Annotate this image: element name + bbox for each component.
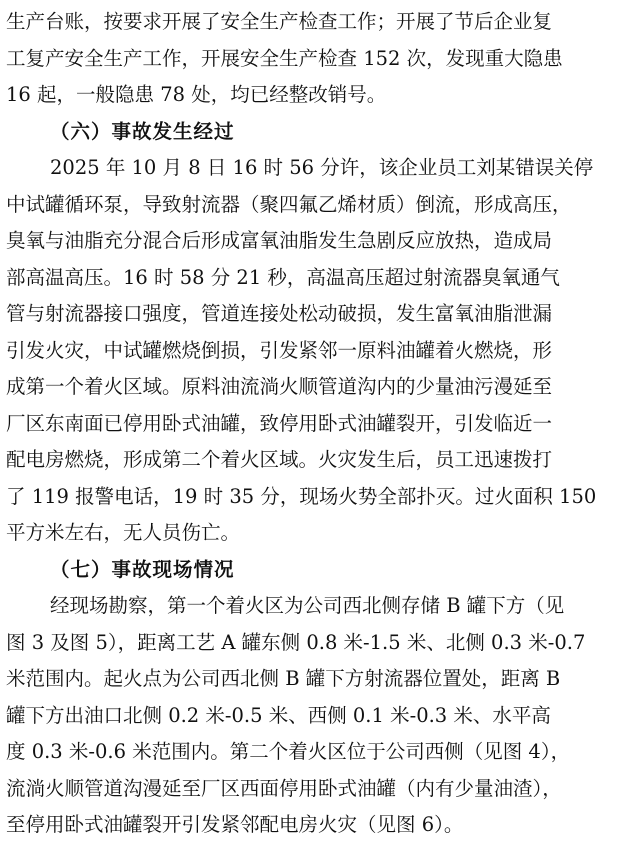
text-line: 厂区东南面已停用卧式油罐，致停用卧式油罐裂开，引发临近一 bbox=[6, 411, 553, 435]
paragraph-safety-inspection bbox=[6, 4, 604, 114]
text-line: 工复产安全生产工作，开展安全生产检查 152 次，发现重大隐患 bbox=[6, 46, 563, 70]
section-heading-accident-scene: （七）事故现场情况 bbox=[50, 557, 235, 581]
text-line: 平方米左右，无人员伤亡。 bbox=[6, 521, 241, 544]
text-line: 罐下方出油口北侧 0.2 米-0.5 米、西侧 0.1 米-0.3 米、水平高 bbox=[6, 703, 551, 727]
text-line: 米范围内。起火点为公司西北侧 B 罐下方射流器位置处，距离 B bbox=[6, 667, 561, 690]
section-heading-accident-process: （六）事故发生经过 bbox=[50, 119, 235, 143]
text-line: 引发火灾，中试罐燃烧倒损，引发紧邻一原料油罐着火燃烧，形 bbox=[6, 338, 553, 362]
paragraph-accident-process bbox=[6, 150, 604, 552]
text-line: 度 0.3 米-0.6 米范围内。第二个着火区位于公司西侧（见图 4）， bbox=[6, 740, 571, 763]
text-line: 成第一个着火区域。原料油流淌火顺管道沟内的少量油污漫延至 bbox=[6, 375, 553, 398]
text-line: 配电房燃烧，形成第二个着火区域。火灾发生后，员工迅速拨打 bbox=[6, 448, 553, 471]
paragraph-accident-scene bbox=[6, 588, 604, 844]
text-line: 至停用卧式油罐裂开引发紧邻配电房火灾（见图 6）。 bbox=[6, 813, 464, 836]
text-line: 经现场勘察，第一个着火区为公司西北侧存储 B 罐下方（见 bbox=[50, 594, 565, 617]
text-line: 流淌火顺管道沟漫延至厂区西面停用卧式油罐（内有少量油渣）， bbox=[6, 776, 562, 800]
text-line: 了 119 报警电话，19 时 35 分，现场火势全部扑灭。过火面积 150 bbox=[6, 484, 597, 508]
text-line: 部高温高压。16 时 58 分 21 秒，高温高压超过射流器臭氧通气 bbox=[6, 265, 560, 289]
text-line: 臭氧与油脂充分混合后形成富氧油脂发生急剧反应放热，造成局 bbox=[6, 229, 553, 252]
text-line: 中试罐循环泵，导致射流器（聚四氟乙烯材质）倒流，形成高压， bbox=[6, 192, 572, 216]
text-line: 2025 年 10 月 8 日 16 时 56 分许，该企业员工刘某错误关停 bbox=[50, 156, 594, 179]
text-line: 生产台账，按要求开展了安全生产检查工作；开展了节后企业复 bbox=[6, 10, 553, 33]
text-line: 16 起，一般隐患 78 处，均已经整改销号。 bbox=[6, 83, 387, 106]
text-line: 管与射流器接口强度，管道连接处松动破损，发生富氧油脂泄漏 bbox=[6, 302, 553, 325]
text-line: 图 3 及图 5），距离工艺 A 罐东侧 0.8 米-1.5 米、北侧 0.3 米-0.7 bbox=[6, 630, 586, 654]
